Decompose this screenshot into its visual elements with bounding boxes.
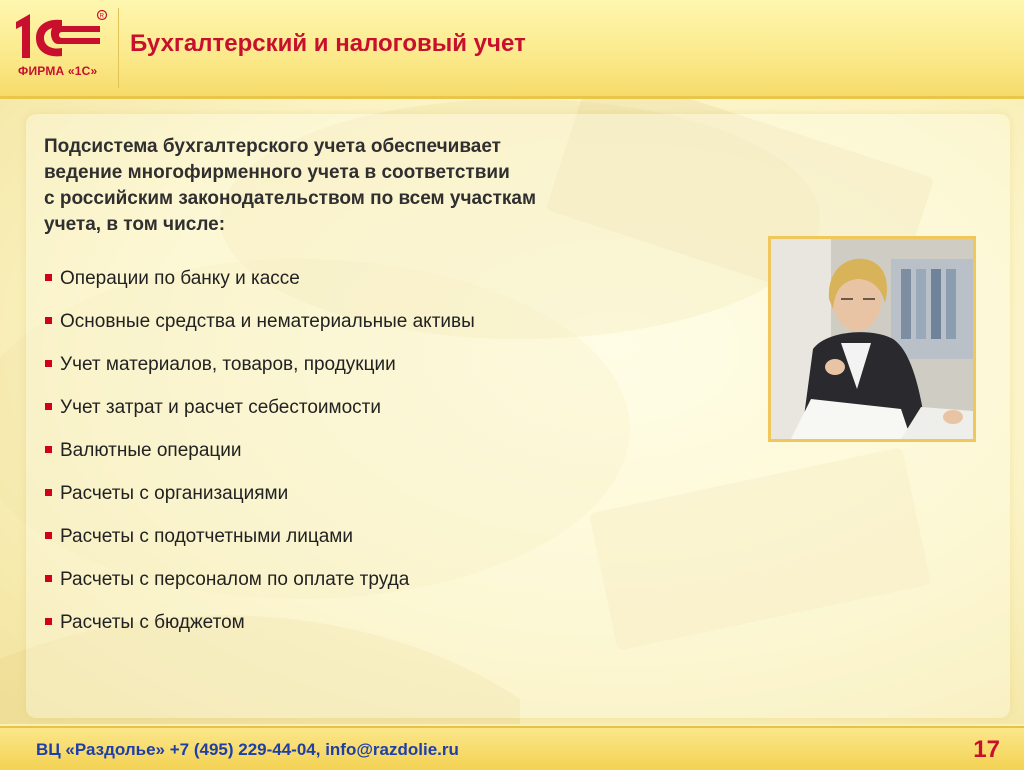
intro-paragraph [44,134,744,238]
bullet-square-icon [45,489,52,496]
page-number: 17 [973,736,1000,763]
list-item: Расчеты с организациями [44,479,475,522]
svg-text:R: R [99,13,104,20]
list-item: Операции по банку и кассе [44,264,475,307]
bullet-square-icon [45,575,52,582]
list-item: Расчеты с персоналом по оплате труда [44,565,475,608]
bullet-square-icon [45,360,52,367]
intro-line: Подсистема бухгалтерского учета обеспечивает [44,136,501,157]
intro-line: ведение многофирменного учета в соответствии [44,162,510,183]
company-logo [0,0,118,96]
footer-contact: ВЦ «Раздолье» +7 (495) 229-44-04, info@razdolie.ru [36,740,459,759]
list-item: Основные средства и нематериальные активы [44,307,475,350]
list-item: Учет затрат и расчет себестоимости [44,393,475,436]
header-divider [118,8,119,88]
list-item: Расчеты с бюджетом [44,608,475,651]
slide-header [0,0,1024,99]
intro-line: учета, в том числе: [44,214,226,235]
intro-line: с российским законодательством по всем участкам [44,188,537,209]
logo-1c-icon [10,8,110,64]
bullet-square-icon [45,446,52,453]
list-item: Валютные операции [44,436,475,479]
list-item: Учет материалов, товаров, продукции [44,350,475,393]
bullet-square-icon [45,532,52,539]
feature-list [44,264,475,651]
bullet-square-icon [45,618,52,625]
list-item: Расчеты с подотчетными лицами [44,522,475,565]
bullet-square-icon [45,403,52,410]
slide-title: Бухгалтерский и налоговый учет [130,30,526,57]
woman-at-desk-illustration [771,239,973,439]
bullet-square-icon [45,274,52,281]
accountant-photo [768,236,976,442]
logo-caption: ФИРМА «1С» [18,64,98,78]
bullet-square-icon [45,317,52,324]
